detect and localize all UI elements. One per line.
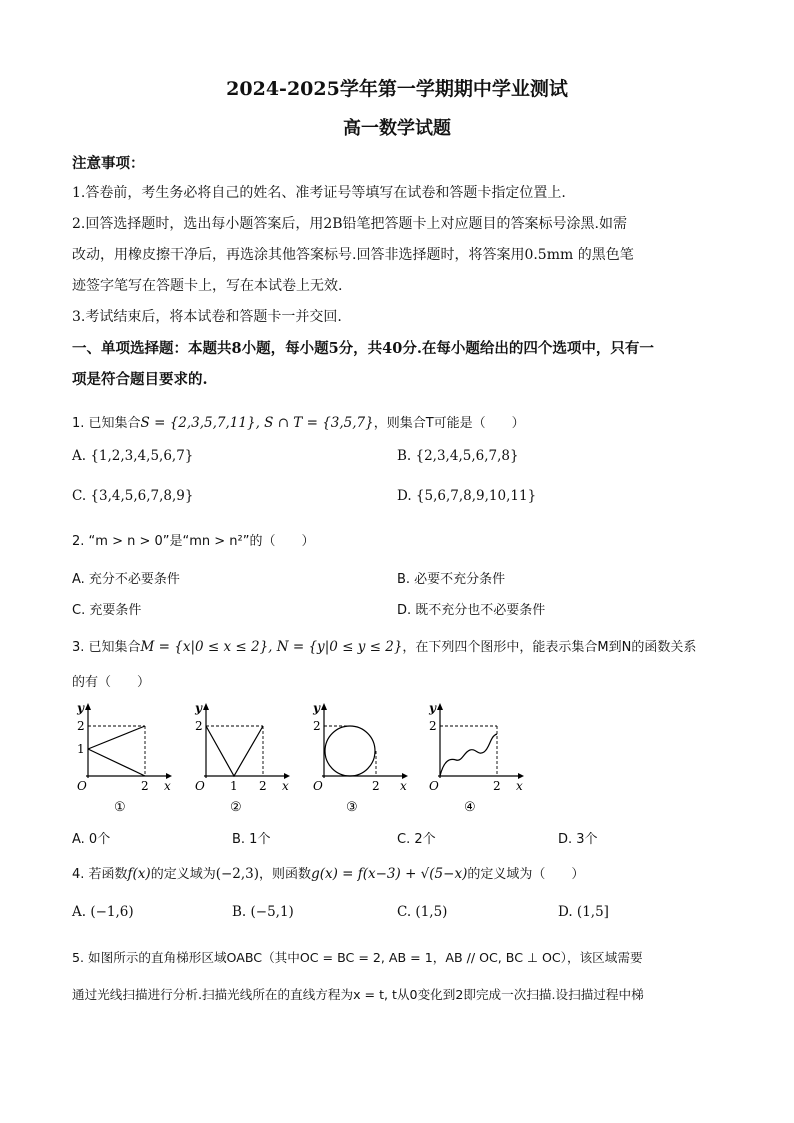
question-3-option-a: A. 0个 [72,832,111,847]
notice-heading: 注意事项： [72,155,145,172]
question-1-stem [72,412,525,431]
question-3-math: M = {x|0 ≤ x ≤ 2}, N = {y|0 ≤ y ≤ 2} [140,639,403,655]
graph-1 [66,700,174,818]
y-axis-label: y [77,701,84,715]
tick-label-1: 1 [77,742,85,756]
notice-line-3: 改动，用橡皮擦干净后，再选涂其他答案标号.回答非选择题时，将答案用0.5mm 的黑色笔 [72,247,634,263]
tick-label-2: 2 [429,719,437,733]
graph-curve [206,726,263,776]
graph-number: ② [230,800,242,815]
question-1-math: S = {2,3,5,7,11}, S ∩ T = {3,5,7} [140,415,374,431]
question-1-suffix: ，则集合T可能是（ ） [373,416,525,431]
notice-line-5: 3.考试结束后，将本试卷和答题卡一并交回. [72,309,342,325]
question-1-option-d: D. {5,6,7,8,9,10,11} [397,488,537,504]
y-axis-arrow [321,703,327,710]
y-axis-arrow [85,703,91,710]
y-axis-arrow [203,703,209,710]
tick-label-2: 2 [77,719,85,733]
question-3-prefix: 3. 已知集合 [72,640,141,655]
x-axis-label: x [400,779,407,793]
question-3-option-c: C. 2个 [397,832,436,847]
graph-4 [418,700,526,818]
question-4-option-c: C. (1,5) [397,904,448,920]
graph-curve [440,734,497,776]
y-axis-label: y [313,701,320,715]
graph-number: ③ [346,800,358,815]
question-1-prefix: 1. 已知集合 [72,416,141,431]
x-axis-label: x [282,779,289,793]
section-heading-line-1: 一、单项选择题：本题共8小题，每小题5分，共40分.在每小题给出的四个选项中，只有一 [72,340,654,357]
question-1-option-c: C. {3,4,5,6,7,8,9} [72,488,194,504]
graph-segment [88,749,145,776]
tick-label-2: 2 [195,719,203,733]
x-axis-label: x [164,779,171,793]
question-3-stem-line-1 [72,636,696,655]
question-4-math-g: g(x) = f(x−3) + √(5−x) [311,866,468,882]
origin-label: O [77,779,87,793]
question-4-stem [72,863,584,882]
question-4-math-domain: (−2,3) [215,866,260,882]
graph-circle [325,726,375,776]
question-4-option-d: D. (1,5] [558,904,609,920]
graph-2 [184,700,292,818]
notice-line-4: 迹签字笔写在答题卡上，写在本试卷上无效. [72,278,343,294]
question-4-prefix: 4. 若函数 [72,867,128,882]
x-axis-label: x [516,779,523,793]
question-2-option-a: A. 充分不必要条件 [72,572,180,587]
tick-label-2: 2 [141,779,149,793]
question-4-mid-1: 的定义域为 [150,867,216,882]
y-axis-arrow [437,703,443,710]
exam-subtitle: 高一数学试题 [343,118,451,139]
question-4-option-a: A. (−1,6) [72,904,134,920]
question-4-math-f: f(x) [127,866,151,882]
graph-segment [88,726,145,749]
question-2-option-b: B. 必要不充分条件 [397,572,506,587]
question-4-suffix: 的定义域为（ ） [467,867,585,882]
question-1-option-a: A. {1,2,3,4,5,6,7} [72,448,194,464]
question-3-option-b: B. 1个 [232,832,271,847]
question-3-suffix: ，在下列四个图形中，能表示集合M到N的函数关系 [402,640,697,655]
question-2-option-d: D. 既不充分也不必要条件 [397,603,546,618]
graph-number: ① [114,800,126,815]
tick-label-2: 2 [259,779,267,793]
question-5-stem-line-2: 通过光线扫描进行分析.扫描光线所在的直线方程为x = t, t从0变化到2即完成一次扫描.设扫描过程中梯 [72,987,644,1002]
question-3-option-d: D. 3个 [558,832,598,847]
question-4-option-b: B. (−5,1) [232,904,294,920]
y-axis-label: y [195,701,202,715]
notice-line-2: 2.回答选择题时，选出每小题答案后，用2B铅笔把答题卡上对应题目的答案标号涂黑.如需 [72,216,628,232]
question-4-mid-2: ，则函数 [259,867,312,882]
exam-title: 2024-2025学年第一学期期中学业测试 [226,78,568,100]
question-5-stem-line-1: 5. 如图所示的直角梯形区域OABC（其中OC = BC = 2, AB = 1，AB // OC, BC ⊥ OC），该区域需要 [72,950,643,965]
graph-3 [302,700,410,818]
question-1-option-b: B. {2,3,4,5,6,7,8} [397,448,519,464]
tick-label-1: 1 [230,779,238,793]
origin-label: O [313,779,323,793]
y-axis-label: y [429,701,436,715]
tick-label-2: 2 [313,719,321,733]
section-heading-line-2: 项是符合题目要求的. [72,371,208,388]
origin-label: O [429,779,439,793]
question-2-stem: 2. “m > n > 0”是“mn > n²”的（ ） [72,534,315,549]
tick-label-2: 2 [493,779,501,793]
question-2-option-c: C. 充要条件 [72,603,142,618]
notice-line-1: 1.答卷前，考生务必将自己的姓名、准考证号等填写在试卷和答题卡指定位置上. [72,185,566,201]
question-3-stem-line-2: 的有（ ） [72,675,151,690]
tick-label-2: 2 [372,779,380,793]
origin-label: O [195,779,205,793]
graph-number: ④ [464,800,476,815]
